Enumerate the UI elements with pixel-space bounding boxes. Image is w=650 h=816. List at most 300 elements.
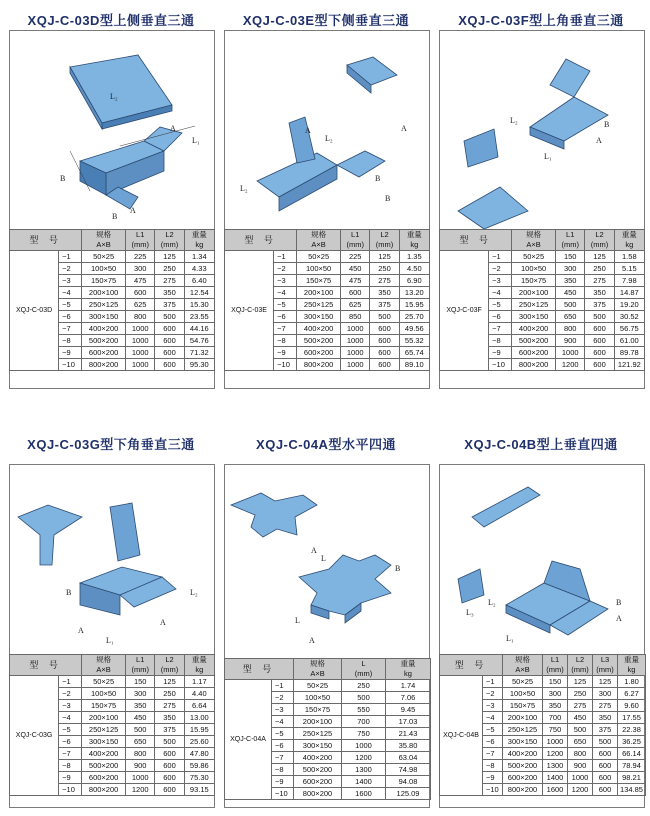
header-l1: [556, 230, 585, 251]
cell-l2: 600: [155, 772, 184, 784]
cell-l2: 275: [155, 700, 184, 712]
cell-kg: 4.50: [399, 263, 429, 275]
svg-text:L: L: [321, 554, 326, 563]
cell-kg: 1.34: [184, 251, 214, 263]
cell-l1: 150: [126, 676, 155, 688]
cell-kg: 7.06: [386, 692, 431, 704]
cell-spec: 800×200: [297, 359, 341, 371]
cell-suffix: −4: [59, 287, 82, 299]
cell-kg: 17.03: [386, 716, 431, 728]
cell-spec: 150×75: [512, 275, 556, 287]
cell-spec: 100×50: [297, 263, 341, 275]
spec-table: [224, 658, 431, 800]
cell-l2: 600: [155, 323, 184, 335]
model-cell: XQJ-C-03D: [10, 251, 59, 371]
cell-l1: 900: [556, 335, 585, 347]
cell-kg: 21.43: [386, 728, 431, 740]
cell-kg: 49.56: [399, 323, 429, 335]
header-spec-unit: A×B: [526, 240, 541, 249]
cell-l2: 600: [370, 335, 399, 347]
cell-kg: 12.54: [184, 287, 214, 299]
cell-l3: 375: [593, 724, 618, 736]
cell-suffix: −4: [274, 287, 297, 299]
cell-suffix: −9: [489, 347, 512, 359]
cell-kg: 25.60: [184, 736, 214, 748]
cell-l1: 150: [543, 676, 568, 688]
cell-spec: 200×100: [297, 287, 341, 299]
cell-kg: 93.15: [184, 784, 214, 796]
cell-spec: 150×75: [503, 700, 543, 712]
header-unit: (mm): [346, 240, 364, 249]
cell-l2: 600: [155, 335, 184, 347]
cell-suffix: −1: [274, 251, 297, 263]
cell-l1: 225: [341, 251, 370, 263]
cell-suffix: −5: [483, 724, 503, 736]
cell-l1: 1000: [126, 323, 155, 335]
cell-kg: 66.14: [618, 748, 646, 760]
header-l: [342, 659, 386, 680]
cell-l1: 1200: [556, 359, 585, 371]
panel-03d: [6, 0, 216, 400]
cell-l2: 275: [155, 275, 184, 287]
panel-04b: [436, 426, 646, 816]
cell-l1: 800: [556, 323, 585, 335]
cell-suffix: −9: [274, 347, 297, 359]
cell-spec: 100×50: [512, 263, 556, 275]
cell-l1: 1000: [341, 359, 370, 371]
header-model: 型 号: [440, 230, 512, 251]
cell-l1: 500: [126, 724, 155, 736]
cell-l2: 500: [155, 736, 184, 748]
panel-04a: [221, 426, 431, 816]
panel-03f: [436, 0, 646, 400]
cell-kg: 19.20: [614, 299, 644, 311]
cell-l2: 275: [568, 700, 593, 712]
header-spec: [503, 655, 543, 676]
cell-l1: 350: [543, 700, 568, 712]
cell-spec: 800×200: [512, 359, 556, 371]
header-l1-label: L1: [136, 230, 145, 239]
cell-l1: 500: [556, 299, 585, 311]
header-l2-label: L2: [380, 230, 389, 239]
cell-kg: 7.98: [614, 275, 644, 287]
svg-text:A: A: [401, 124, 407, 133]
cell-kg: 44.16: [184, 323, 214, 335]
header-model: 型 号: [10, 655, 82, 676]
cell-suffix: −8: [59, 760, 82, 772]
cell-suffix: −1: [59, 251, 82, 263]
cell-l2: 600: [585, 335, 614, 347]
cell-l1: 600: [341, 287, 370, 299]
cell-l1: 1000: [556, 347, 585, 359]
cell-kg: 5.15: [614, 263, 644, 275]
cell-l1: 1300: [543, 760, 568, 772]
table-row: [440, 251, 645, 263]
cell-l3: 600: [593, 760, 618, 772]
cell-spec: 500×200: [503, 760, 543, 772]
cell-suffix: −7: [489, 323, 512, 335]
svg-text:A: A: [309, 636, 315, 645]
table-row: [225, 251, 430, 263]
cell-l3: 275: [593, 700, 618, 712]
cell-l2: 900: [568, 760, 593, 772]
cell-kg: 15.30: [184, 299, 214, 311]
header-unit: (mm): [596, 665, 614, 674]
cell-spec: 250×125: [297, 299, 341, 311]
cell-suffix: −10: [272, 788, 294, 800]
cell-l2: 600: [370, 323, 399, 335]
tee-diagram-03f: [440, 31, 644, 231]
cell-kg: 71.32: [184, 347, 214, 359]
header-l1: [126, 230, 155, 251]
cell-suffix: −8: [272, 764, 294, 776]
cell-l1: 225: [126, 251, 155, 263]
header-spec: [82, 655, 126, 676]
cell-spec: 400×200: [512, 323, 556, 335]
cell-l1: 1000: [126, 359, 155, 371]
cell-spec: 150×75: [297, 275, 341, 287]
spec-table: [439, 654, 646, 796]
cell-kg: 1.58: [614, 251, 644, 263]
cell-spec: 300×150: [82, 311, 126, 323]
cell-suffix: −3: [59, 275, 82, 287]
cell-suffix: −4: [483, 712, 503, 724]
spec-table: [9, 229, 215, 371]
cell-l2: 600: [585, 359, 614, 371]
header-l2: [155, 655, 184, 676]
cell-kg: 95.30: [184, 359, 214, 371]
cell-l: 1300: [342, 764, 386, 776]
cell-suffix: −9: [59, 347, 82, 359]
cell-kg: 13.00: [184, 712, 214, 724]
cell-suffix: −7: [59, 748, 82, 760]
cell-l2: 250: [585, 263, 614, 275]
cell-l2: 250: [568, 688, 593, 700]
model-cell: XQJ-C-03E: [225, 251, 274, 371]
cell-suffix: −6: [59, 736, 82, 748]
header-unit: (mm): [375, 240, 394, 249]
cell-kg: 98.21: [618, 772, 646, 784]
header-l1-label: L1: [136, 655, 145, 664]
header-weight-label: 重量: [191, 230, 207, 239]
cell-suffix: −5: [59, 299, 82, 311]
cell-l2: 500: [155, 311, 184, 323]
cell-l: 500: [342, 692, 386, 704]
header-l3: [593, 655, 618, 676]
cell-kg: 30.52: [614, 311, 644, 323]
header-spec-label: 规格: [310, 659, 326, 668]
svg-text:L₂: L₂: [325, 134, 333, 143]
header-spec-unit: A×B: [96, 240, 111, 249]
cell-l1: 1600: [543, 784, 568, 796]
header-weight: [184, 230, 214, 251]
panel-title: XQJ-C-03G型下角垂直三通: [27, 437, 195, 452]
cell-spec: 200×100: [294, 716, 342, 728]
cell-kg: 1.35: [399, 251, 429, 263]
cell-l2: 600: [585, 323, 614, 335]
cell-l3: 600: [593, 784, 618, 796]
svg-text:B: B: [66, 588, 72, 597]
cell-l1: 1000: [543, 736, 568, 748]
header-weight-unit: kg: [410, 240, 419, 249]
cell-l2: 275: [585, 275, 614, 287]
cell-suffix: −5: [274, 299, 297, 311]
cell-l2: 600: [585, 347, 614, 359]
header-spec-label: 规格: [96, 655, 112, 664]
cell-kg: 56.75: [614, 323, 644, 335]
header-l3-label: L3: [600, 655, 610, 664]
header-spec-unit: A×B: [310, 669, 325, 678]
svg-text:B: B: [616, 598, 622, 607]
cell-l1: 1000: [341, 335, 370, 347]
cell-l1: 600: [126, 287, 155, 299]
cell-l2: 125: [155, 676, 184, 688]
cell-suffix: −3: [489, 275, 512, 287]
cell-kg: 36.25: [618, 736, 646, 748]
cell-l2: 250: [370, 263, 399, 275]
tee-diagram-03e: [225, 31, 429, 231]
cell-l3: 600: [593, 748, 618, 760]
cell-spec: 500×200: [512, 335, 556, 347]
svg-text:A: A: [596, 136, 602, 145]
cell-kg: 35.80: [386, 740, 431, 752]
cell-kg: 15.95: [184, 724, 214, 736]
cell-suffix: −3: [274, 275, 297, 287]
cell-suffix: −4: [489, 287, 512, 299]
header-model: 型 号: [440, 655, 503, 676]
cell-suffix: −5: [272, 728, 294, 740]
cell-suffix: −1: [489, 251, 512, 263]
spec-table: [9, 654, 215, 796]
cell-suffix: −2: [59, 263, 82, 275]
cell-kg: 15.95: [399, 299, 429, 311]
header-spec-label: 规格: [526, 230, 542, 239]
header-weight: [618, 655, 646, 676]
cell-spec: 50×25: [512, 251, 556, 263]
svg-text:A: A: [78, 626, 84, 635]
cell-suffix: −4: [59, 712, 82, 724]
panel-title: XQJ-C-03F型上角垂直三通: [458, 13, 624, 28]
cell-l1: 475: [126, 275, 155, 287]
cross-diagram-04b: [440, 465, 644, 665]
cell-l1: 1400: [543, 772, 568, 784]
panel-03g: [6, 426, 216, 816]
svg-text:L₁: L₁: [106, 636, 114, 645]
cell-spec: 200×100: [512, 287, 556, 299]
svg-text:B: B: [395, 564, 401, 573]
cell-l2: 375: [585, 299, 614, 311]
cell-spec: 100×50: [294, 692, 342, 704]
cell-l: 700: [342, 716, 386, 728]
header-l1: [543, 655, 568, 676]
header-l1-label: L1: [550, 655, 560, 664]
svg-text:L₂: L₂: [510, 116, 518, 125]
header-spec: [297, 230, 341, 251]
cell-l1: 450: [556, 287, 585, 299]
cell-spec: 150×75: [82, 275, 126, 287]
cell-spec: 800×200: [503, 784, 543, 796]
cell-suffix: −8: [274, 335, 297, 347]
cell-l2: 350: [370, 287, 399, 299]
cell-spec: 500×200: [294, 764, 342, 776]
cell-l2: 600: [155, 760, 184, 772]
header-spec-unit: A×B: [515, 665, 530, 674]
cell-kg: 17.55: [618, 712, 646, 724]
spec-table: [224, 229, 430, 371]
spec-table: [439, 229, 645, 371]
cell-kg: 9.60: [618, 700, 646, 712]
cell-spec: 800×200: [294, 788, 342, 800]
cell-suffix: −10: [59, 359, 82, 371]
cell-kg: 4.40: [184, 688, 214, 700]
cell-suffix: −2: [489, 263, 512, 275]
svg-text:B: B: [60, 174, 66, 183]
cell-l: 1600: [342, 788, 386, 800]
cell-kg: 75.30: [184, 772, 214, 784]
cell-kg: 54.76: [184, 335, 214, 347]
svg-text:B: B: [375, 174, 381, 183]
cell-suffix: −10: [483, 784, 503, 796]
header-l1: [341, 230, 370, 251]
tee-diagram-03d: [10, 31, 214, 231]
cell-l2: 600: [155, 347, 184, 359]
cell-spec: 200×100: [82, 712, 126, 724]
cell-l1: 300: [543, 688, 568, 700]
cell-l1: 750: [543, 724, 568, 736]
header-l2: [155, 230, 184, 251]
cell-suffix: −10: [59, 784, 82, 796]
cross-diagram-04a: [225, 465, 429, 665]
cell-l1: 850: [341, 311, 370, 323]
cell-spec: 150×75: [82, 700, 126, 712]
cell-l1: 1200: [126, 784, 155, 796]
cell-spec: 200×100: [503, 712, 543, 724]
table-row: [10, 676, 215, 688]
cell-suffix: −10: [489, 359, 512, 371]
cell-l3: 350: [593, 712, 618, 724]
header-weight: [386, 659, 431, 680]
cell-l2: 375: [155, 299, 184, 311]
cell-spec: 500×200: [82, 335, 126, 347]
cell-suffix: −1: [59, 676, 82, 688]
cell-spec: 600×200: [294, 776, 342, 788]
cell-l2: 125: [155, 251, 184, 263]
cell-l2: 500: [568, 724, 593, 736]
header-spec-unit: A×B: [96, 665, 111, 674]
header-l2-label: L2: [165, 655, 174, 664]
cell-suffix: −2: [272, 692, 294, 704]
cell-l2: 250: [155, 263, 184, 275]
cell-l1: 300: [556, 263, 585, 275]
cell-l1: 150: [556, 251, 585, 263]
header-l2-label: L2: [575, 655, 585, 664]
svg-text:L₁: L₁: [544, 152, 552, 161]
cell-l1: 475: [341, 275, 370, 287]
cell-l2: 375: [370, 299, 399, 311]
cell-spec: 50×25: [297, 251, 341, 263]
header-weight-unit: kg: [195, 240, 204, 249]
cell-suffix: −3: [59, 700, 82, 712]
header-l-label: L: [361, 659, 366, 668]
cell-l2: 600: [370, 347, 399, 359]
header-weight-label: 重量: [621, 230, 637, 239]
cell-l1: 625: [126, 299, 155, 311]
svg-text:A: A: [305, 126, 311, 135]
svg-text:L₂: L₂: [240, 184, 248, 193]
cell-l2: 250: [155, 688, 184, 700]
svg-text:A: A: [616, 614, 622, 623]
cell-l1: 350: [556, 275, 585, 287]
cell-suffix: −1: [272, 680, 294, 692]
cell-l: 550: [342, 704, 386, 716]
header-spec-unit: A×B: [311, 240, 326, 249]
cell-kg: 9.45: [386, 704, 431, 716]
cell-kg: 6.27: [618, 688, 646, 700]
cell-l1: 300: [126, 263, 155, 275]
cell-l1: 1200: [543, 748, 568, 760]
cell-spec: 300×150: [512, 311, 556, 323]
cell-l2: 500: [370, 311, 399, 323]
header-l2: [568, 655, 593, 676]
cell-l2: 125: [585, 251, 614, 263]
cell-kg: 6.90: [399, 275, 429, 287]
model-cell: XQJ-C-04B: [440, 676, 483, 796]
cell-kg: 94.08: [386, 776, 431, 788]
header-unit: (mm): [131, 240, 149, 249]
cell-l1: 1000: [126, 335, 155, 347]
cell-suffix: −2: [483, 688, 503, 700]
cell-suffix: −6: [489, 311, 512, 323]
header-l2: [585, 230, 614, 251]
header-weight-unit: kg: [627, 665, 636, 674]
header-weight: [614, 230, 644, 251]
cell-l2: 350: [155, 287, 184, 299]
cell-kg: 6.40: [184, 275, 214, 287]
header-weight-unit: kg: [625, 240, 634, 249]
cell-l3: 300: [593, 688, 618, 700]
model-cell: XQJ-C-04A: [225, 680, 272, 800]
cell-l1: 1000: [341, 323, 370, 335]
cell-suffix: −8: [59, 335, 82, 347]
cell-l2: 125: [370, 251, 399, 263]
cell-l2: 600: [370, 359, 399, 371]
cell-suffix: −9: [59, 772, 82, 784]
header-unit: (mm): [590, 240, 609, 249]
cell-suffix: −4: [272, 716, 294, 728]
header-unit: (mm): [354, 669, 373, 678]
svg-text:L₂: L₂: [488, 598, 496, 607]
cell-kg: 22.38: [618, 724, 646, 736]
cell-kg: 13.20: [399, 287, 429, 299]
model-cell: XQJ-C-03F: [440, 251, 489, 371]
header-unit: (mm): [561, 240, 579, 249]
cell-spec: 250×125: [82, 724, 126, 736]
cell-l1: 650: [556, 311, 585, 323]
cell-kg: 61.00: [614, 335, 644, 347]
svg-text:L₃: L₃: [466, 608, 474, 617]
cell-l2: 125: [568, 676, 593, 688]
panel-title: XQJ-C-03D型上侧垂直三通: [27, 13, 195, 28]
svg-text:L₂: L₂: [190, 588, 198, 597]
cell-spec: 600×200: [297, 347, 341, 359]
cell-kg: 74.98: [386, 764, 431, 776]
header-spec-label: 规格: [96, 230, 112, 239]
cell-suffix: −6: [272, 740, 294, 752]
cell-spec: 600×200: [503, 772, 543, 784]
header-l1-label: L1: [566, 230, 575, 239]
table-row: [10, 251, 215, 263]
header-l1-label: L1: [351, 230, 360, 239]
